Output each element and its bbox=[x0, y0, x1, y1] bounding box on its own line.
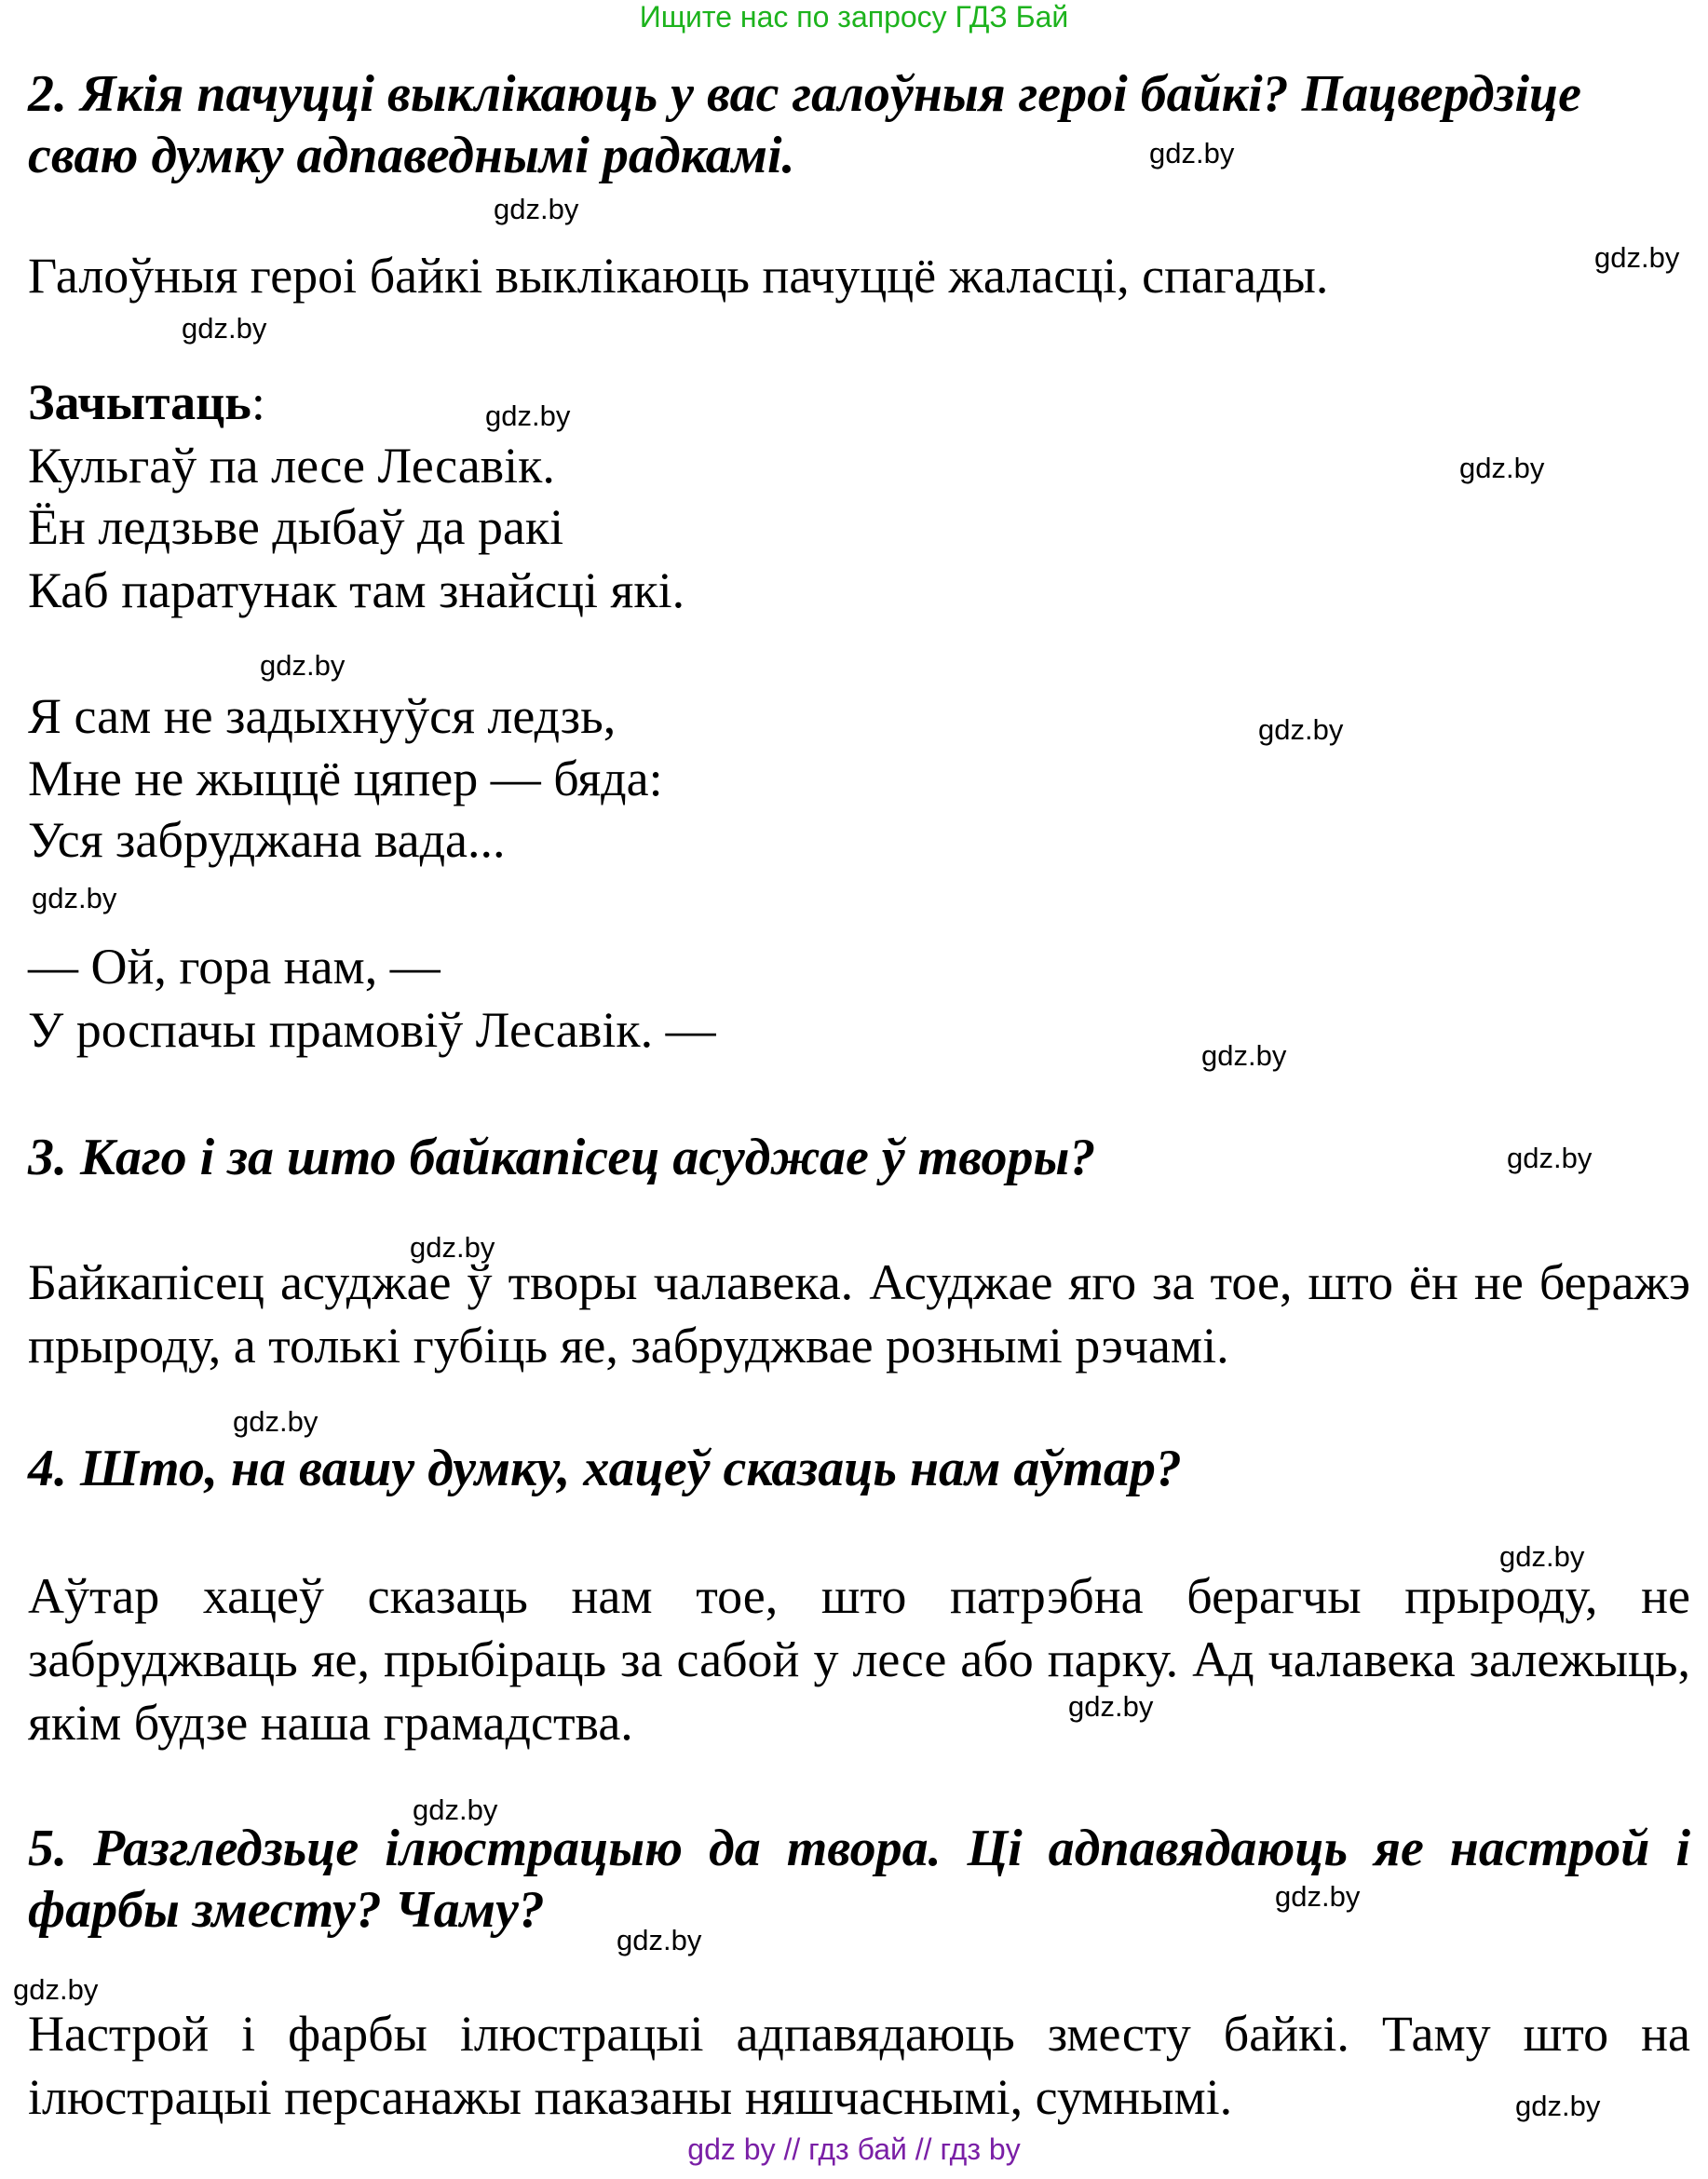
read-label: Зачытаць bbox=[28, 374, 251, 430]
watermark: gdz.by bbox=[494, 193, 579, 225]
question-2-line-2: сваю думку адпаведнымі радкамі. bbox=[28, 127, 795, 184]
answer-3: Байкапісец асуджае ў творы чалавека. Асуджае яго за тое, што ён не беражэ прыроду, а толькі губіць яе, забруджвае рознымі рэчамі. bbox=[28, 1254, 1690, 1374]
watermark: gdz.by bbox=[410, 1231, 495, 1264]
header-search-link[interactable]: Ищите нас по запросу ГДЗ Бай bbox=[639, 0, 1069, 34]
watermark: gdz.by bbox=[1068, 1690, 1154, 1723]
poem-line: Ён ледзьве дыбаў да ракі bbox=[28, 499, 564, 555]
watermark: gdz.by bbox=[1201, 1039, 1287, 1072]
watermark: gdz.by bbox=[1275, 1880, 1361, 1913]
footer-links[interactable]: gdz by // гдз бай // гдз by bbox=[687, 2132, 1021, 2166]
answer-5: Настрой і фарбы ілюстрацыі адпавядаюць зместу байкі. Таму што на ілюстрацыі персанажы паказаны няшчаснымі, сумнымі. bbox=[28, 2006, 1690, 2125]
read-prompt bbox=[28, 371, 265, 434]
question-4: 4. Што, на вашу думку, хацеў сказаць нам аўтар? bbox=[28, 1440, 1182, 1497]
read-colon: : bbox=[251, 374, 265, 430]
watermark: gdz.by bbox=[260, 649, 346, 682]
poem-line: Уся забруджана вада... bbox=[28, 812, 506, 868]
watermark: gdz.by bbox=[182, 312, 267, 345]
watermark: gdz.by bbox=[233, 1405, 319, 1438]
answer-4: Аўтар хацеў сказаць нам тое, што патрэбна берагчы прыроду, не забруджваць яе, прыбіраць за сабой у лесе або парку. Ад чалавека залежыць, якім будзе наша грамадства. bbox=[28, 1568, 1690, 1751]
poem-line: Мне не жыццё цяпер — бяда: bbox=[28, 751, 663, 806]
watermark: gdz.by bbox=[1149, 137, 1235, 169]
question-3: 3. Каго і за што байкапісец асуджае ў творы? bbox=[28, 1129, 1096, 1186]
question-5: 5. Разгледзьце ілюстрацыю да твора. Ці адпавядаюць яе настрой і фарбы зместу? Чаму? bbox=[28, 1820, 1690, 1939]
watermark: gdz.by bbox=[1594, 241, 1680, 274]
watermark: gdz.by bbox=[1499, 1540, 1585, 1573]
question-2-line-1: 2. Якія пачуцці выклікаюць у вас галоўныя героі байкі? Пацвердзіце bbox=[28, 65, 1582, 123]
watermark: gdz.by bbox=[1507, 1142, 1593, 1174]
poem-line: — Ой, гора нам, — bbox=[28, 939, 441, 995]
watermark: gdz.by bbox=[617, 1924, 702, 1956]
watermark: gdz.by bbox=[485, 399, 571, 432]
poem-line: Я сам не задыхнуўся ледзь, bbox=[28, 688, 617, 744]
watermark: gdz.by bbox=[1515, 2090, 1601, 2122]
watermark: gdz.by bbox=[413, 1793, 498, 1826]
watermark: gdz.by bbox=[13, 1973, 99, 2006]
answer-2: Галоўныя героі байкі выклікаюць пачуццё жаласці, спагады. bbox=[28, 248, 1329, 304]
poem-line: Каб паратунак там знайсці які. bbox=[28, 562, 685, 618]
poem-line: У роспачы прамовіў Лесавік. — bbox=[28, 1002, 716, 1058]
poem-line: Кульгаў па лесе Лесавік. bbox=[28, 438, 555, 494]
watermark: gdz.by bbox=[1258, 713, 1344, 746]
watermark: gdz.by bbox=[32, 882, 117, 914]
watermark: gdz.by bbox=[1459, 452, 1545, 484]
